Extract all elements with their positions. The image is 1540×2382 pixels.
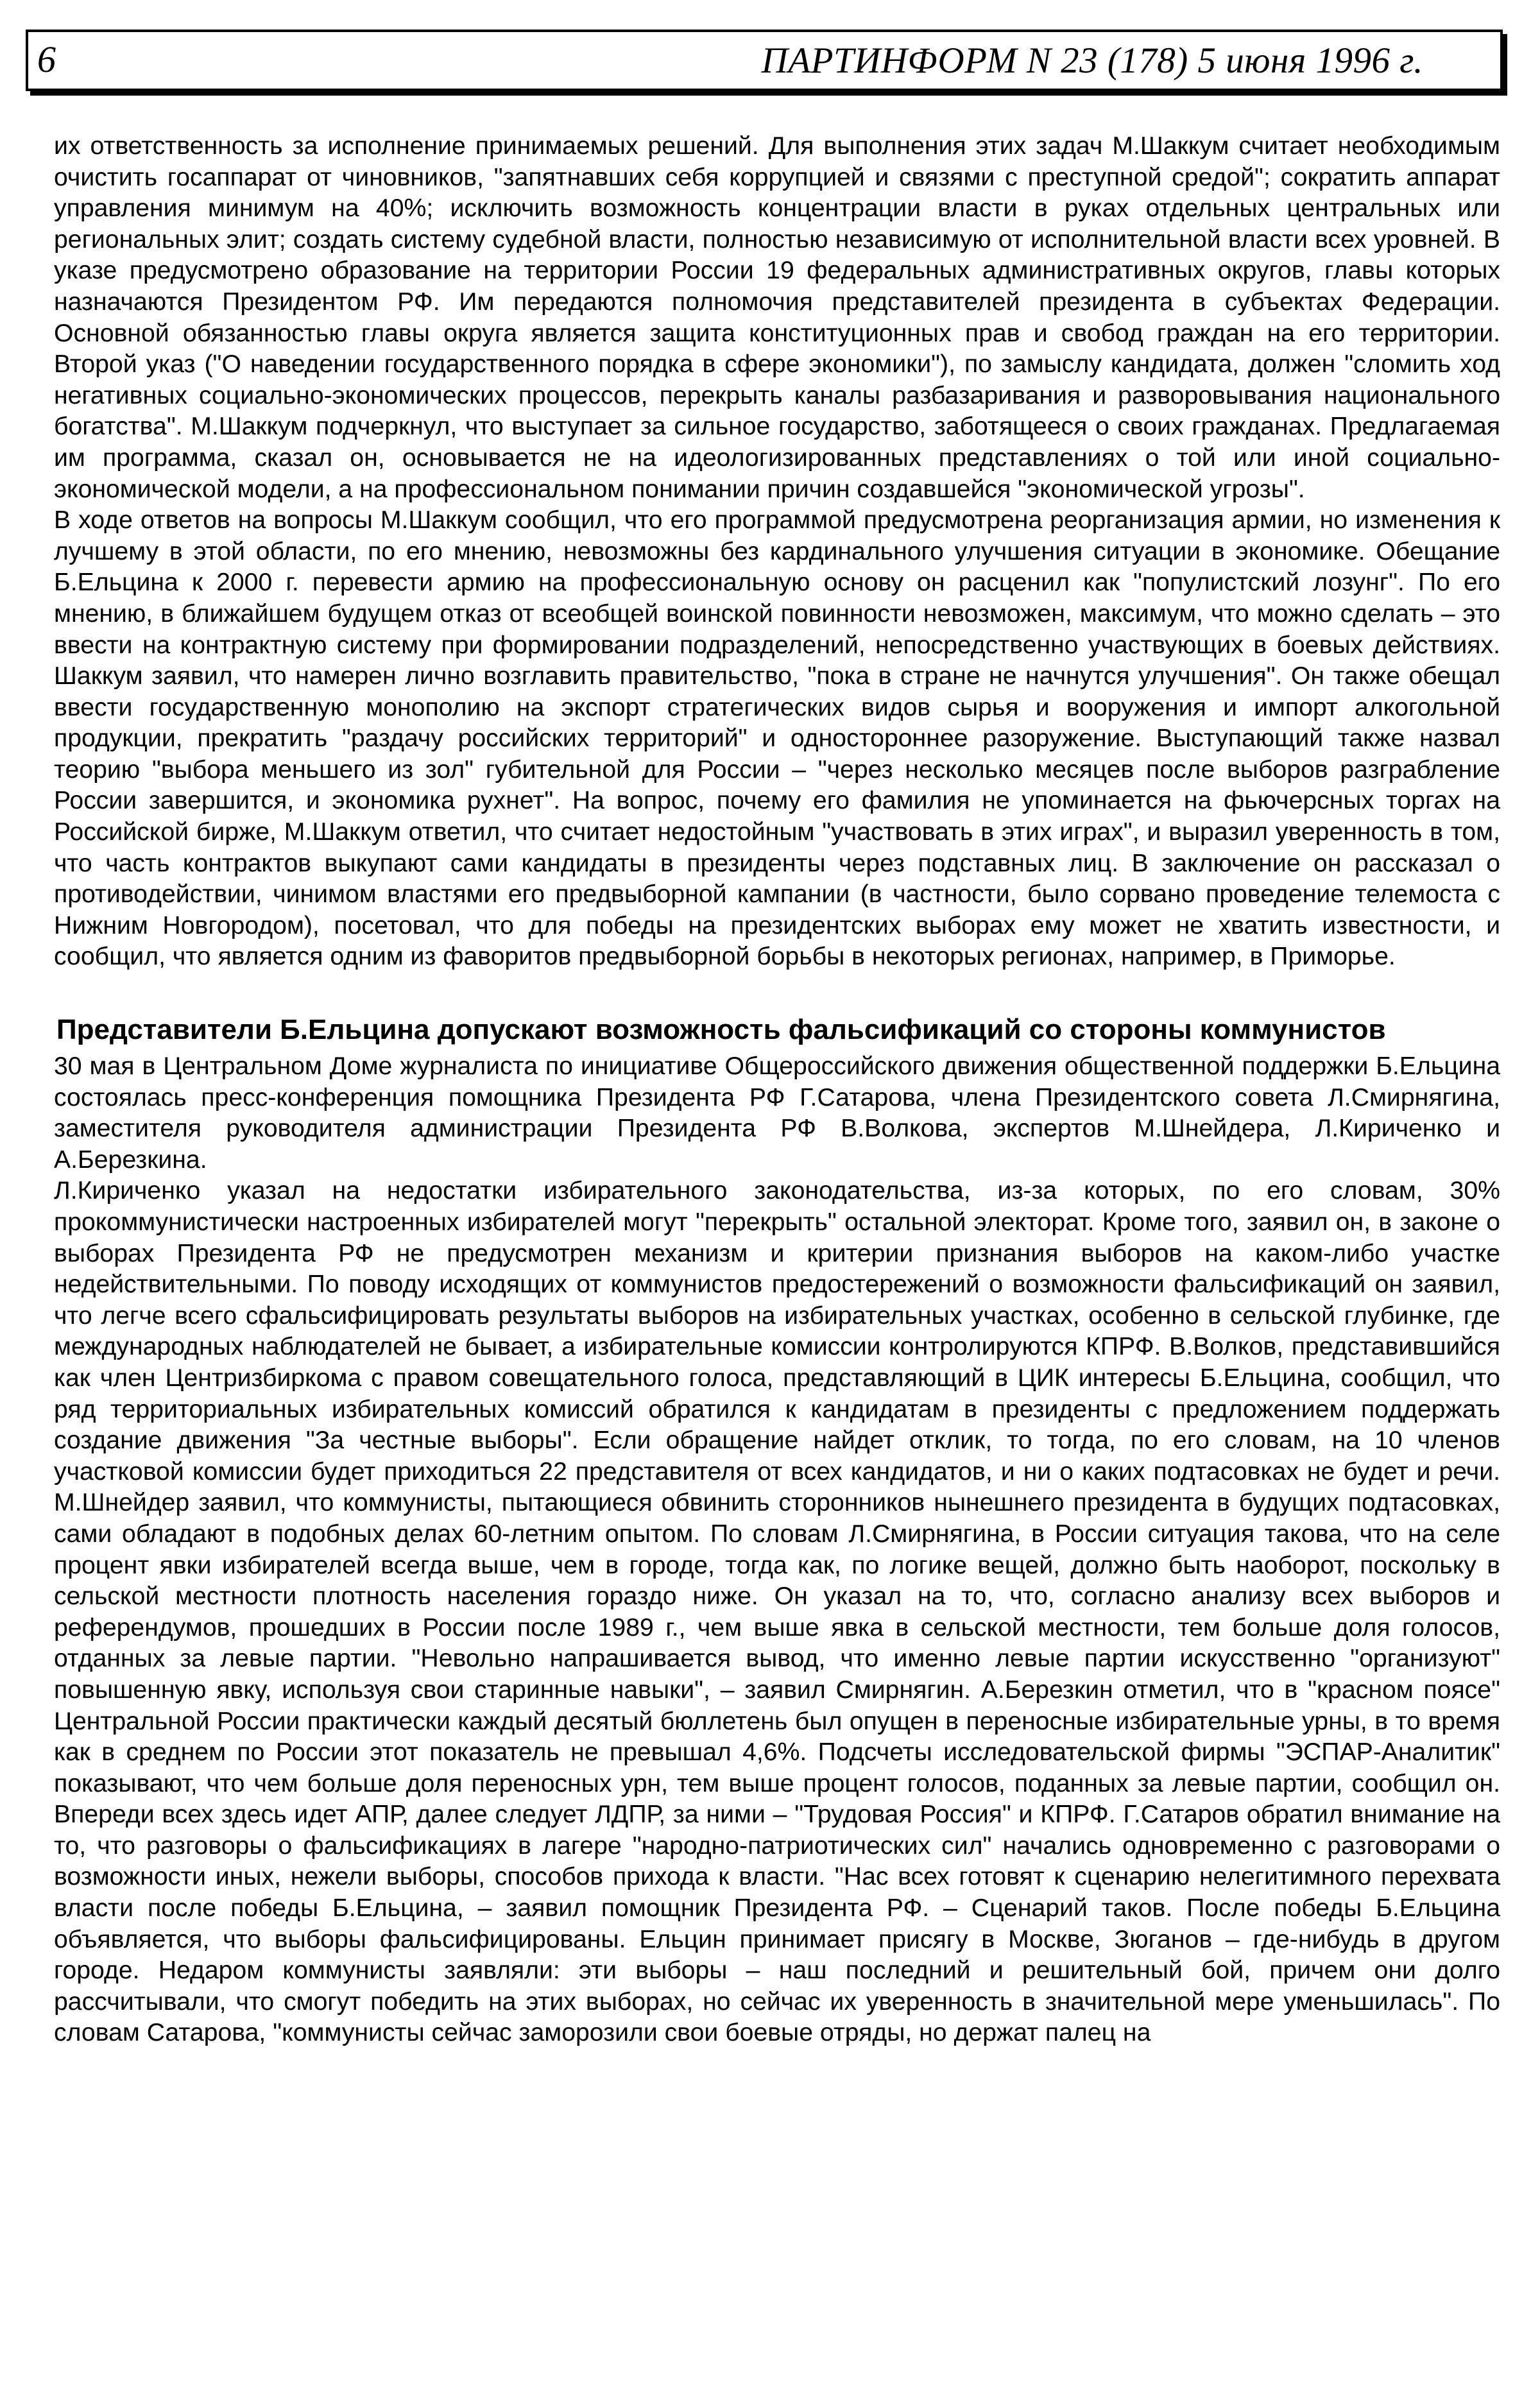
article-continued	[54, 131, 1500, 973]
page-body	[54, 131, 1500, 2049]
body-paragraph: Л.Кириченко указал на недостатки избирательного законодательства, из-за которых, по его словам, 30% прокоммунистически настроенных избирателей могут "перекрыть" остальной электорат. Кроме того, заявил он, в законе о выборах Президента РФ не предусмотрен механизм и критерии признания выборов на каком-либо участке недействительными. По поводу исходящих от коммунистов предостережений о возможности фальсификаций он заявил, что легче всего сфальсифицировать результаты выборов на избирательных участках, особенно в сельской глубинке, где международных наблюдателей не бывает, а избирательные комиссии контролируются КПРФ. В.Волков, представившийся как член Центризбиркома с правом совещательного голоса, представляющий в ЦИК интересы Б.Ельцина, сообщил, что ряд территориальных избирательных комиссий обратился к кандидатам в президенты с предложением поддержать создание движения "За честные выборы". Если обращение найдет отклик, то тогда, по его словам, на 10 членов участковой комиссии будет приходиться 22 представителя от всех кандидатов, и ни о каких подтасовках не будет и речи. М.Шнейдер заявил, что коммунисты, пытающиеся обвинить сторонников нынешнего президента в будущих подтасовках, сами обладают в подобных делах 60-летним опытом. По словам Л.Смирнягина, в России ситуация такова, что на селе процент явки избирателей всегда выше, чем в городе, тогда как, по логике вещей, должно быть наоборот, поскольку в сельской местности плотность населения гораздо ниже. Он указал на то, что, согласно анализу всех выборов и референдумов, прошедших в России после 1989 г., чем выше явка в сельской местности, тем больше доля голосов, отданных за левые партии. "Невольно напрашивается вывод, что именно левые партии искусственно "организуют" повышенную явку, используя свои старинные навыки", – заявил Смирнягин. А.Березкин отметил, что в "красном поясе" Центральной России практически каждый десятый бюллетень был опущен в переносные избирательные урны, в то время как в среднем по России этот показатель не превышал 4,6%. Подсчеты исследовательской фирмы "ЭСПАР-Аналитик" показывают, что чем больше доля переносных урн, тем выше процент голосов, поданных за левые партии, сообщил он. Впереди всех здесь идет АПР, далее следует ЛДПР, за ними – "Трудовая Россия" и КПРФ. Г.Сатаров обратил внимание на то, что разговоры о фальсификациях в лагере "народно-патриотических сил" начались одновременно с разговорами о возможности иных, нежели выборы, способов прихода к власти. "Нас всех готовят к сценарию нелегитимного перехвата власти после победы Б.Ельцина, – заявил помощник Президента РФ. – Сценарий таков. После победы Б.Ельцина объявляется, что выборы фальсифицированы. Ельцин принимает присягу в Москве, Зюганов – где-нибудь в другом городе. Недаром коммунисты заявляли: эти выборы – наш последний и решительный бой, причем они долго рассчитывали, что смогут победить на этих выборах, но сейчас их уверенность в значительной мере уменьшилась". По словам Сатарова, "коммунисты сейчас заморозили свои боевые отряды, но держат палец на	[54, 1177, 1500, 2047]
body-paragraph: В ходе ответов на вопросы М.Шаккум сообщил, что его программой предусмотрена реорганизация армии, но изменения к лучшему в этой области, по его мнению, невозможны без кардинального улучшения ситуации в экономике. Обещание Б.Ельцина к 2000 г. перевести армию на профессиональную основу он расценил как "популистский лозунг". По его мнению, в ближайшем будущем отказ от всеобщей воинской повинности невозможен, максимум, что можно сделать – это ввести на контрактную систему при формировании подразделений, непосредственно участвующих в боевых действиях. Шаккум заявил, что намерен лично возглавить правительство, "пока в стране не начнутся улучшения". Он также обещал ввести государственную монополию на экспорт стратегических видов сырья и вооружения и импорт алкогольной продукции, прекратить "раздачу российских территорий" и одностороннее разоружение. Выступающий также назвал теорию "выбора меньшего из зол" губительной для России – "через несколько месяцев после выборов разграбление России завершится, и экономика рухнет". На вопрос, почему его фамилия не упоминается на фьючерсных торгах на Российской бирже, М.Шаккум ответил, что считает недостойным "участвовать в этих играх", и выразил уверенность в том, что часть контрактов выкупают сами кандидаты в президенты через подставных лиц. В заключение он рассказал о противодействии, чинимом властями его предвыборной кампании (в частности, было сорвано проведение телемоста с Нижним Новгородом), посетовал, что для победы на президентских выборах ему может не хватить известности, и сообщил, что является одним из фаворитов предвыборной борьбы в некоторых регионах, например, в Приморье.	[54, 506, 1500, 971]
issue-title: ПАРТИНФОРМ N 23 (178) 5 июня 1996 г.	[761, 40, 1423, 81]
section-spacer	[54, 973, 1500, 1011]
page-number: 6	[37, 39, 56, 80]
body-paragraph: 30 мая в Центральном Доме журналиста по инициативе Общероссийского движения общественной поддержки Б.Ельцина состоялась пресс-конференция помощника Президента РФ Г.Сатарова, члена Президентского совета Л.Смирнягина, заместителя руководителя администрации Президента РФ В.Волкова, экспертов М.Шнейдера, Л.Кириченко и А.Березкина.	[54, 1052, 1500, 1174]
article	[54, 1011, 1500, 2049]
page-header	[26, 30, 1503, 91]
body-paragraph: их ответственность за исполнение принимаемых решений. Для выполнения этих задач М.Шаккум считает необходимым очистить госаппарат от чиновников, "запятнавших себя коррупцией и связями с преступной средой"; сократить аппарат управления минимум на 40%; исключить возможность концентрации власти в руках отдельных центральных или региональных элит; создать систему судебной власти, полностью независимую от исполнительной власти всех уровней. В указе предусмотрено образование на территории России 19 федеральных административных округов, главы которых назначаются Президентом РФ. Им передаются полномочия представителей президента в субъектах Федерации. Основной обязанностью главы округа является защита конституционных прав и свобод граждан на его территории. Второй указ ("О наведении государственного порядка в сфере экономики"), по замыслу кандидата, должен "сломить ход негативных социально-экономических процессов, перекрыть каналы разбазаривания и разворовывания национального богатства". М.Шаккум подчеркнул, что выступает за сильное государство, заботящееся о своих гражданах. Предлагаемая им программа, сказал он, основывается не на идеологизированных представлениях о той или иной социально-экономической модели, а на профессиональном понимании причин создавшейся "экономической угрозы".	[54, 132, 1500, 503]
article-headline: Представители Б.Ельцина допускают возможность фальсификаций со стороны коммунистов	[56, 1014, 1386, 1046]
